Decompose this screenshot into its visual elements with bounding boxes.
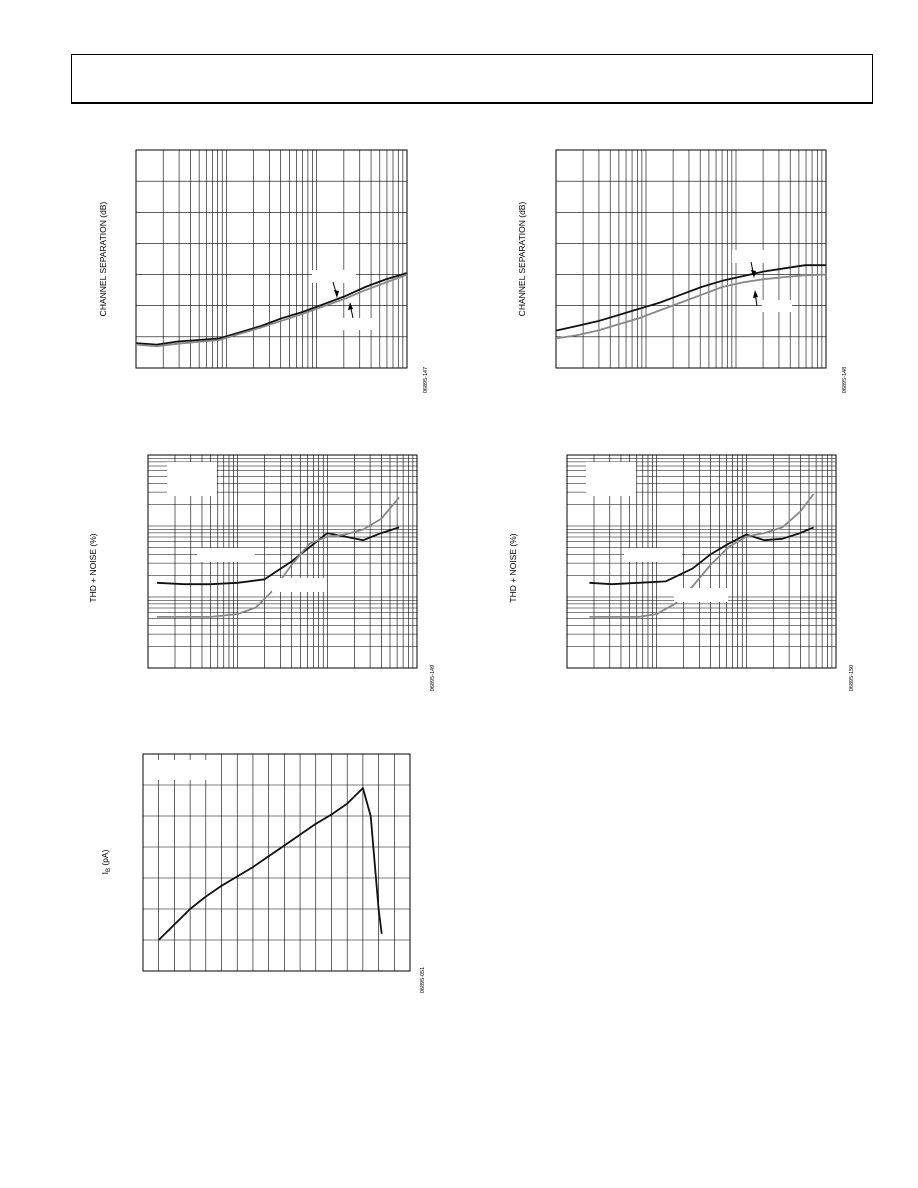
grid (143, 754, 410, 971)
series-group (159, 788, 382, 940)
y-axis-label: CHANNEL SEPARATION (dB) (98, 201, 108, 317)
chart-ib-current (100, 754, 426, 993)
y-axis-label-main: I (100, 872, 110, 875)
series-line (159, 788, 382, 940)
legend-box (674, 588, 728, 602)
y-axis-label-unit: (pA) (100, 849, 110, 869)
legend-box (197, 548, 255, 562)
legend-box (586, 462, 636, 496)
series-line (157, 498, 399, 617)
plot-frame (556, 150, 826, 368)
chart-thd-noise-1 (88, 455, 436, 691)
legend-box (342, 318, 372, 330)
chart-channel-separation-1 (98, 150, 429, 393)
plot-frame (143, 754, 410, 971)
legend-box (732, 250, 776, 263)
legend-box (762, 300, 792, 312)
series-line (136, 273, 407, 345)
y-axis-label (100, 849, 112, 874)
figure-code: 06895-150 (849, 664, 855, 692)
y-axis-label: CHANNEL SEPARATION (dB) (517, 201, 527, 317)
plot-frame (136, 150, 407, 368)
grid (136, 150, 407, 368)
figure-code: 06895-051 (420, 966, 426, 994)
grid (556, 150, 826, 368)
legend-box (167, 462, 217, 496)
series-group (136, 273, 407, 346)
chart-thd-noise-2 (508, 455, 855, 691)
chart-channel-separation-2 (517, 150, 848, 393)
arrow-head (334, 290, 339, 298)
y-axis-label: THD + NOISE (%) (88, 533, 98, 603)
arrow-head (753, 290, 758, 298)
series-line (136, 275, 407, 347)
legend-box (312, 270, 356, 283)
figure-code: 06895-148 (842, 366, 848, 394)
y-axis-label: THD + NOISE (%) (508, 533, 518, 603)
figure-code: 06895-147 (423, 366, 429, 394)
legend-box (272, 578, 326, 592)
legend-box (624, 548, 682, 562)
y-axis-label-sub: B (106, 868, 112, 873)
figure-code: 06895-149 (430, 664, 436, 692)
series-group (157, 498, 399, 617)
legend-box (150, 760, 208, 780)
